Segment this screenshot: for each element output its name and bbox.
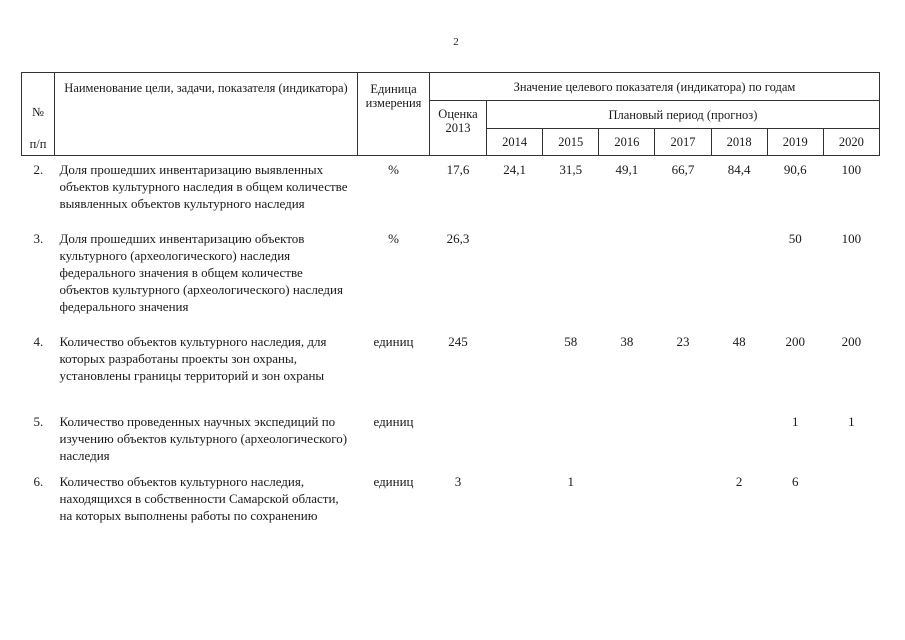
year-value: 200 xyxy=(785,334,805,349)
year-value: 31,5 xyxy=(559,162,583,177)
year-value xyxy=(655,473,711,543)
year-value xyxy=(599,413,655,473)
year-value: 100 xyxy=(841,231,862,246)
year-value xyxy=(599,473,655,543)
header-value-group: Значение целевого показателя (индикатора) по годам xyxy=(430,73,880,101)
header-unit: Единица измерения xyxy=(358,73,430,156)
year-value: 200 xyxy=(841,334,862,349)
indicator-name: Доля прошедших инвентаризацию объектов культурного (археологического) наследия федерального значения в общем количестве объектов культурного (археологического) наследия федерального значения xyxy=(59,231,343,314)
estimate-value: 17,6 xyxy=(446,162,470,177)
header-year: 2014 xyxy=(487,129,543,156)
year-value xyxy=(599,230,655,333)
year-value xyxy=(711,230,767,333)
year-value xyxy=(655,230,711,333)
year-value xyxy=(487,333,543,413)
table-row xyxy=(22,473,880,543)
table-header xyxy=(22,73,880,156)
table-row xyxy=(22,230,880,333)
year-value: 23 xyxy=(676,334,690,349)
header-number-sub: п/п xyxy=(29,137,47,151)
header-year: 2018 xyxy=(711,129,767,156)
year-value: 48 xyxy=(732,334,746,349)
estimate-value: 245 xyxy=(448,334,468,349)
row-number: 3. xyxy=(33,231,44,246)
header-estimate: Оценка 2013 xyxy=(430,101,487,156)
year-value: 1 xyxy=(567,474,574,489)
estimate-value: 3 xyxy=(454,474,462,489)
year-value: 84,4 xyxy=(727,162,751,177)
year-value xyxy=(655,413,711,473)
year-value: 49,1 xyxy=(615,162,639,177)
row-number: 6. xyxy=(33,474,44,489)
estimate-value xyxy=(430,413,487,473)
indicator-name: Количество объектов культурного наследия, находящихся в собственности Самарской области, на которых выполнены работы по сохранению xyxy=(59,474,339,523)
year-value: 50 xyxy=(788,231,802,246)
year-value: 24,1 xyxy=(503,162,526,177)
indicator-name: Количество проведенных научных экспедиций по изучению объектов культурного (археологического) наследия xyxy=(59,414,348,463)
indicator-name: Доля прошедших инвентаризацию выявленных объектов культурного наследия в общем количестве выявленных объектов культурного наследия xyxy=(59,162,348,211)
header-name: Наименование цели, задачи, показателя (индикатора) xyxy=(55,73,358,156)
header-year: 2016 xyxy=(599,129,655,156)
year-value: 100 xyxy=(841,162,862,177)
year-value: 2 xyxy=(735,474,743,489)
year-value: 90,6 xyxy=(783,162,807,177)
year-value: 58 xyxy=(564,334,578,349)
year-value: 6 xyxy=(791,474,799,489)
year-value: 1 xyxy=(791,414,799,429)
year-value: 1 xyxy=(848,414,855,429)
page-number: 2 xyxy=(453,36,459,48)
table-row xyxy=(22,333,880,413)
year-value xyxy=(543,413,599,473)
year-value xyxy=(487,473,543,543)
header-year: 2020 xyxy=(823,129,879,156)
year-value xyxy=(487,413,543,473)
year-value xyxy=(543,230,599,333)
year-value xyxy=(487,230,543,333)
row-number: 4. xyxy=(33,334,44,349)
year-value xyxy=(823,473,879,543)
header-year: 2015 xyxy=(543,129,599,156)
indicator-name: Количество объектов культурного наследия, для которых разработаны проекты зон охраны, установлены границы территорий и зон охраны xyxy=(59,334,327,383)
indicator-unit: единиц xyxy=(373,474,414,489)
estimate-value: 26,3 xyxy=(446,231,470,246)
header-planned-period: Плановый период (прогноз) xyxy=(487,101,880,129)
indicator-unit: единиц xyxy=(373,334,414,349)
header-year: 2017 xyxy=(655,129,711,156)
row-number: 2. xyxy=(33,162,44,177)
table-body xyxy=(22,156,880,544)
row-number: 5. xyxy=(33,414,44,429)
header-year: 2019 xyxy=(767,129,823,156)
table-row xyxy=(22,413,880,473)
header-number xyxy=(22,73,55,156)
indicator-unit: % xyxy=(388,231,399,246)
year-value: 38 xyxy=(620,334,634,349)
year-value xyxy=(711,413,767,473)
year-value: 66,7 xyxy=(671,162,695,177)
indicator-unit: % xyxy=(388,162,399,177)
indicators-table xyxy=(21,72,880,543)
indicator-unit: единиц xyxy=(373,414,414,429)
table-row xyxy=(22,156,880,231)
header-number-symbol: № xyxy=(32,105,44,119)
